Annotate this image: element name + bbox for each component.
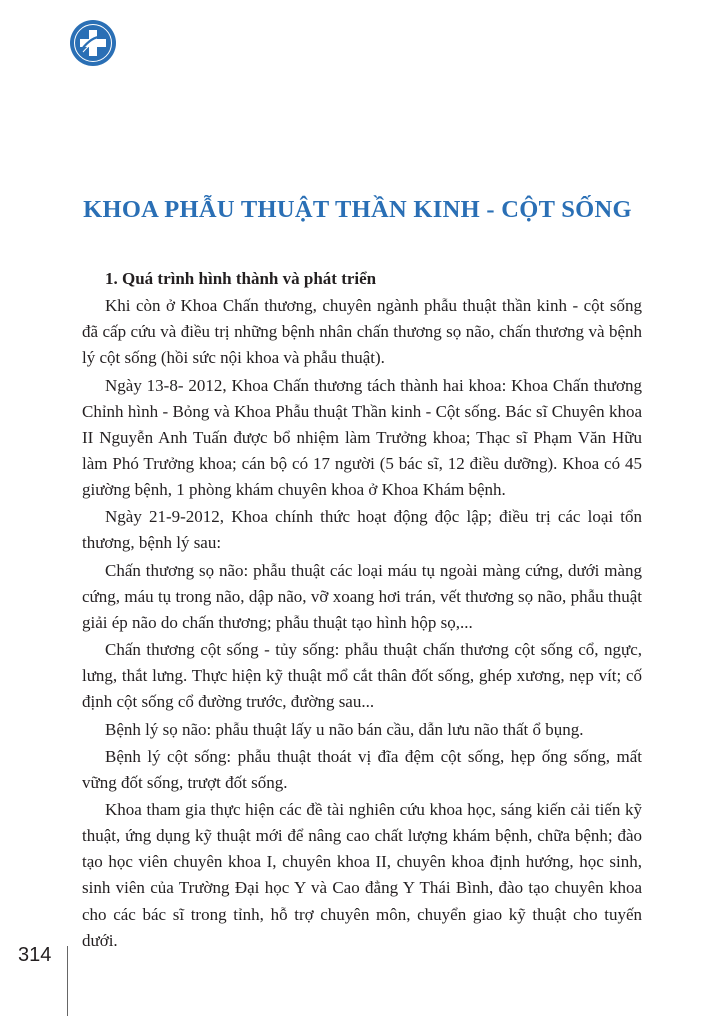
paragraph: Ngày 13-8- 2012, Khoa Chấn thương tách thành hai khoa: Khoa Chấn thương Chỉnh hình - Bỏng và Khoa Phẫu thuật Thần kinh - Cột sống. Bác sĩ Chuyên khoa II Nguyễn Anh Tuấn được bổ nhiệm làm Trưởng khoa; Thạc sĩ Phạm Văn Hữu làm Phó Trưởng khoa; cán bộ có 17 người (5 bác sĩ, 12 điều dưỡng). Khoa có 45 giường bệnh, 1 phòng khám chuyên khoa ở Khoa Khám bệnh. bbox=[82, 375, 642, 499]
page-number: 314 bbox=[18, 944, 52, 966]
page-title: KHOA PHẪU THUẬT THẦN KINH - CỘT SỐNG bbox=[83, 196, 632, 223]
paragraph: Khi còn ở Khoa Chấn thương, chuyên ngành phẫu thuật thần kinh - cột sống đã cấp cứu và điều trị những bệnh nhân chấn thương sọ não, chấn thương và bệnh lý cột sống (hồi sức nội khoa và phẫu thuật). bbox=[82, 296, 642, 368]
article-body bbox=[82, 266, 642, 955]
page-number-divider bbox=[67, 946, 68, 1016]
paragraph: Bệnh lý cột sống: phẫu thuật thoát vị đĩa đệm cột sống, hẹp ống sống, mất vững đốt sống, trượt đốt sống. bbox=[82, 746, 642, 792]
paragraph: Khoa tham gia thực hiện các đề tài nghiên cứu khoa học, sáng kiến cải tiến kỹ thuật, ứng dụng kỹ thuật mới để nâng cao chất lượng khám bệnh, chữa bệnh; đào tạo học viên chuyên khoa I, chuyên khoa II, chuyên khoa định hướng, học sinh, sinh viên của Trường Đại học Y và Cao đẳng Y Thái Bình, đào tạo chuyên khoa cho các bác sĩ trong tỉnh, hỗ trợ chuyên môn, chuyển giao kỹ thuật cho tuyến dưới. bbox=[82, 800, 642, 950]
section-heading: 1. Quá trình hình thành và phát triển bbox=[105, 269, 377, 288]
paragraph: Ngày 21-9-2012, Khoa chính thức hoạt động độc lập; điều trị các loại tổn thương, bệnh lý sau: bbox=[82, 507, 642, 553]
paragraph: Chấn thương cột sống - tủy sống: phẫu thuật chấn thương cột sống cổ, ngực, lưng, thắt lưng. Thực hiện kỹ thuật mổ cắt thân đốt sống, ghép xương, nẹp vít; cố định cột sống cổ đường trước, đường sau... bbox=[82, 640, 642, 712]
paragraph: Bệnh lý sọ não: phẫu thuật lấy u não bán cầu, dẫn lưu não thất ổ bụng. bbox=[105, 719, 584, 739]
hospital-cross-logo-icon bbox=[68, 18, 118, 68]
paragraph: Chấn thương sọ não: phẫu thuật các loại máu tụ ngoài màng cứng, dưới màng cứng, máu tụ trong não, dập não, vỡ xoang hơi trán, vết thương sọ não, phẫu thuật giải ép não do chấn thương; phẫu thuật tạo hình hộp sọ,... bbox=[82, 560, 642, 632]
